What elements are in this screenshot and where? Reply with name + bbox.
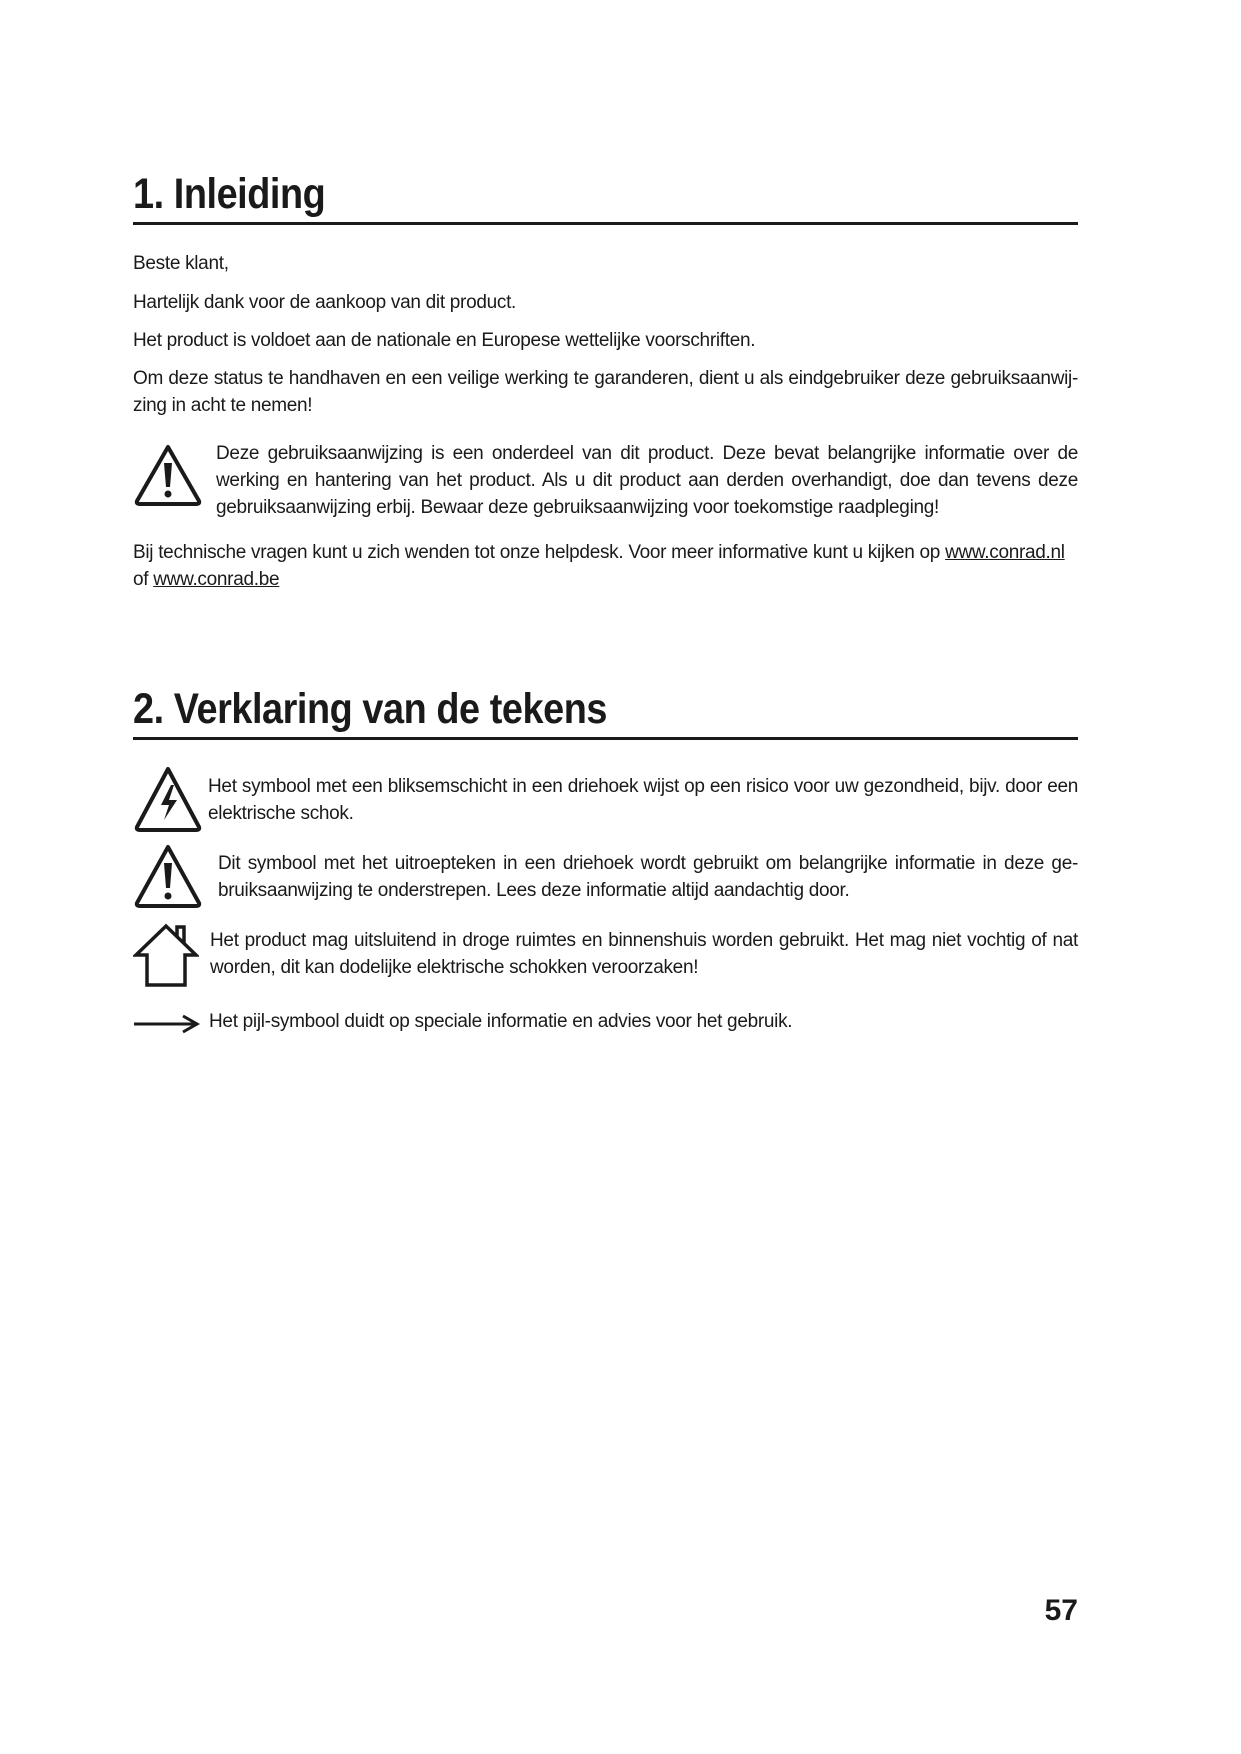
symbol-text-exclamation: Dit symbool met het uitroepteken in een driehoek wordt gebruikt om belangrijke informatie in deze ge- bruiksaanwijzing te onderstrepen. Lees deze informatie altijd aandachtig door. bbox=[218, 853, 1078, 901]
link-conrad-nl[interactable]: www.conrad.nl bbox=[945, 542, 1065, 563]
thanks-paragraph: Hartelijk dank voor de aankoop van dit product. bbox=[133, 292, 517, 313]
section-title-introduction: 1. Inleiding bbox=[133, 168, 1078, 225]
page-number: 57 bbox=[1044, 1594, 1078, 1627]
link-conrad-be[interactable]: www.conrad.be bbox=[153, 569, 280, 590]
status-paragraph: Om deze status te handhaven en een veilige werking te garanderen, dient u als eindgebruiker deze gebruiksaanwij- zing in acht te nemen! bbox=[133, 368, 1078, 416]
symbol-text-arrow: Het pijl-symbool duidt op speciale informatie en advies voor het gebruik. bbox=[209, 1011, 793, 1032]
helpdesk-paragraph bbox=[133, 539, 1078, 593]
section-title-symbols: 2. Verklaring van de tekens bbox=[133, 683, 1078, 740]
exclamation-triangle-icon bbox=[133, 443, 203, 507]
helpdesk-text: Bij technische vragen kunt u zich wenden tot onze helpdesk. Voor meer informative kunt u kijken op bbox=[133, 542, 941, 563]
warning-note-text: Deze gebruiksaanwijzing is een onderdeel van dit product. Deze bevat belangrijke informatie over de werking en hantering van het product. Als u dit product aan derden overhandigt, doe dan tevens deze gebruiksaanwijzing erbij. Bewaar deze gebruiksaanwijzing voor toekomstige raadpleging! bbox=[216, 443, 1078, 518]
manual-page bbox=[133, 0, 1078, 1754]
compliance-paragraph: Het product is voldoet aan de nationale en Europese wettelijke voorschriften. bbox=[133, 330, 756, 351]
exclamation-triangle-icon bbox=[133, 843, 203, 909]
or-text: of bbox=[133, 569, 149, 590]
lightning-triangle-icon bbox=[133, 765, 203, 833]
symbol-text-house: Het product mag uitsluitend in droge ruimtes en binnenshuis worden gebruikt. Het mag niet vochtig of nat worden, dit kan dodelijke elektrische schokken veroorzaken! bbox=[210, 930, 1078, 978]
greeting: Beste klant, bbox=[133, 253, 229, 274]
house-icon bbox=[133, 922, 199, 988]
symbol-text-lightning: Het symbool met een bliksemschicht in een driehoek wijst op een risico voor uw gezondheid, bijv. door een elektrische schok. bbox=[208, 776, 1078, 824]
arrow-right-icon bbox=[133, 1013, 201, 1035]
